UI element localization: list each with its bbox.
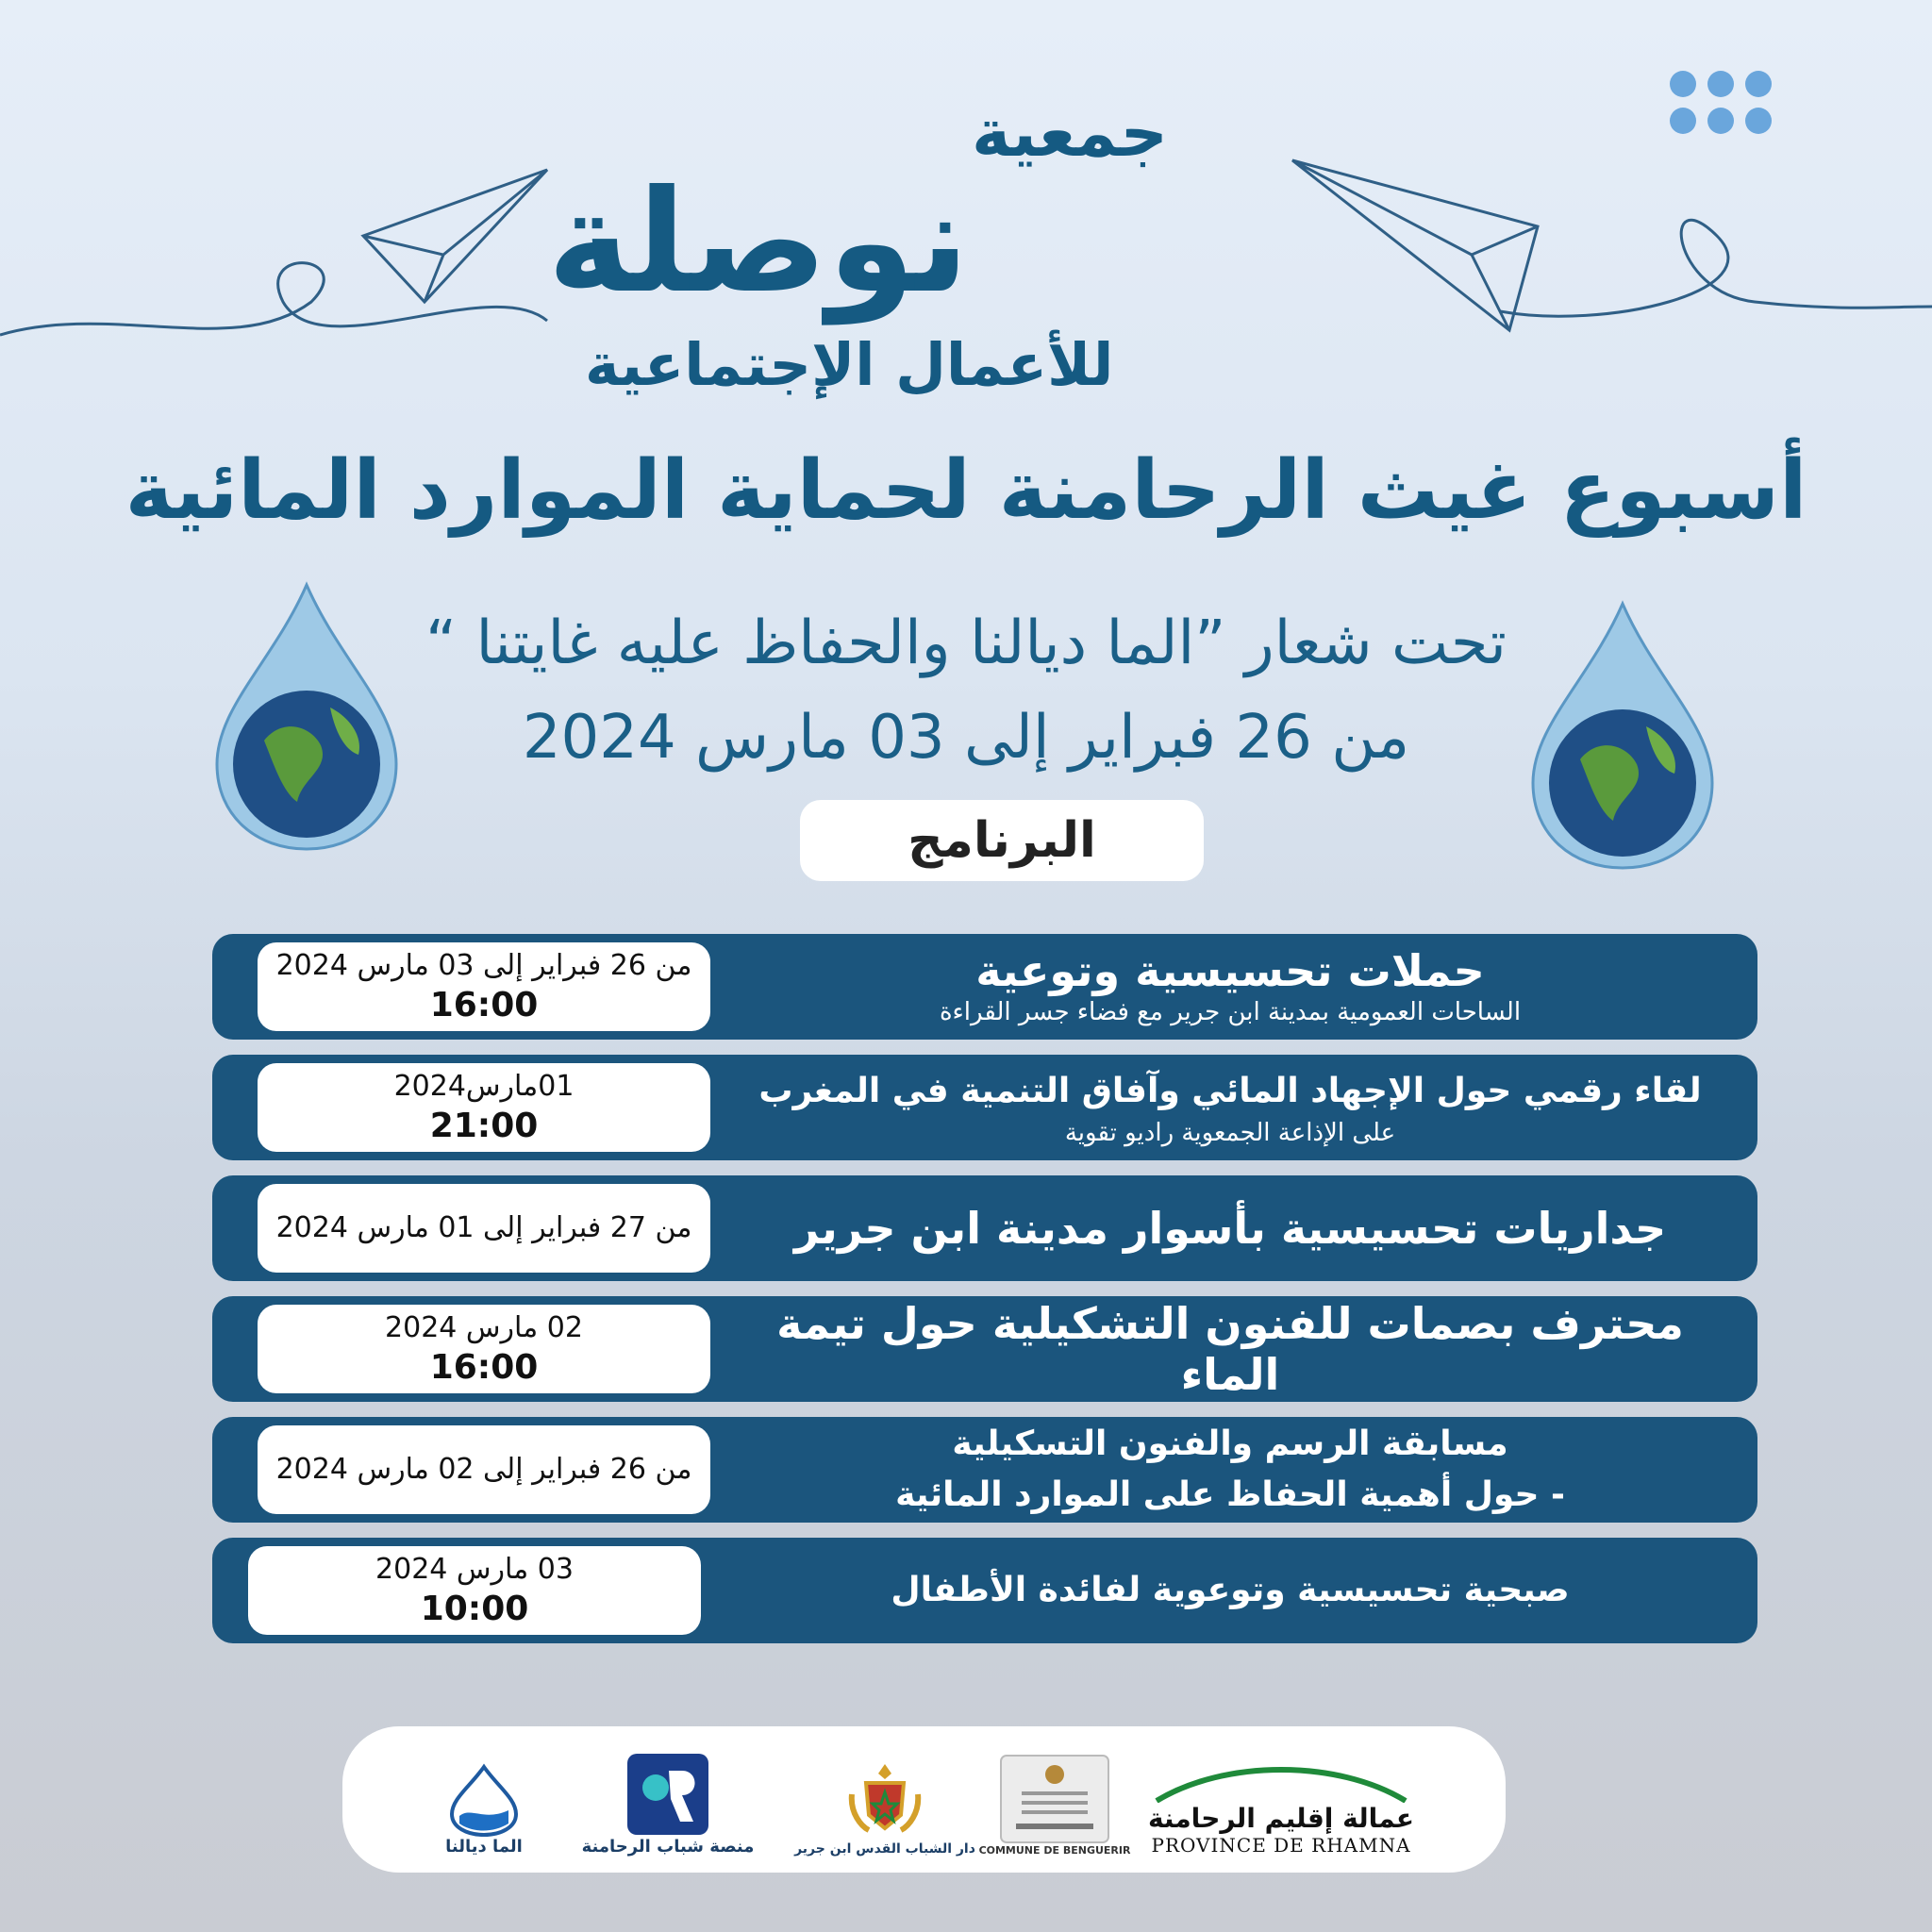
- program-date: 02 مارس 2024: [385, 1311, 583, 1344]
- program-date: من 26 فبراير إلى 03 مارس 2024: [275, 949, 692, 982]
- program-title: مسابقة الرسم والفنون التسكيلية: [952, 1424, 1508, 1463]
- program-subtitle: على الإذاعة الجمعوية راديو تقوية: [1064, 1119, 1396, 1147]
- program-item: [212, 1055, 1757, 1160]
- program-time: 16:00: [429, 986, 539, 1024]
- association-logo: [528, 94, 1245, 415]
- program-title: جداريات تحسيسية بأسوار مدينة ابن جرير: [793, 1203, 1667, 1254]
- program-title: حملات تحسيسية وتوعية: [975, 945, 1485, 996]
- logo-dar-chabab: [795, 1743, 974, 1857]
- program-title: صبحية تحسيسية وتوعوية لفائدة الأطفال: [891, 1571, 1570, 1609]
- logo-caption: COMMUNE DE BENGUERIR: [978, 1844, 1131, 1857]
- program-date-box: [258, 1184, 710, 1273]
- event-slogan: تحت شعار ”الما ديالنا والحفاظ عليه غايتنا “: [425, 608, 1507, 678]
- logo-rhamna-youth: [569, 1743, 767, 1857]
- program-item: [212, 1175, 1757, 1281]
- association-name-top: جمعية: [972, 94, 1168, 172]
- program-item: [212, 934, 1757, 1040]
- arc-logo-icon: [1149, 1765, 1413, 1803]
- province-name-fr: PROVINCE DE RHAMNA: [1151, 1834, 1411, 1857]
- program-title: لقاء رقمي حول الإجهاد المائي وآفاق التنمية في المغرب: [758, 1072, 1702, 1110]
- program-date: من 26 فبراير إلى 02 مارس 2024: [275, 1453, 692, 1486]
- partners-footer: [342, 1726, 1506, 1873]
- event-title: أسبوع غيث الرحامنة لحماية الموارد المائية: [125, 443, 1807, 538]
- commune-emblem-icon: [999, 1754, 1110, 1844]
- program-list: [212, 934, 1757, 1658]
- program-subtitle: - حول أهمية الحفاظ على الموارد المائية: [895, 1475, 1565, 1514]
- program-time: 16:00: [429, 1348, 539, 1387]
- logo-province-rhamna: [1144, 1743, 1418, 1857]
- program-item: [212, 1538, 1757, 1643]
- program-item: [212, 1417, 1757, 1523]
- program-item: [212, 1296, 1757, 1402]
- association-name: نوصلة: [547, 160, 970, 325]
- program-date-box: [248, 1546, 701, 1635]
- program-label: البرنامج: [800, 800, 1204, 881]
- association-subtitle: للأعمال الإجتماعية: [585, 330, 1114, 399]
- logo-alma-dialna: [418, 1743, 550, 1857]
- program-date: من 27 فبراير إلى 01 مارس 2024: [275, 1211, 692, 1244]
- program-time: 10:00: [420, 1590, 529, 1628]
- province-name-ar: عمالة إقليم الرحامنة: [1147, 1803, 1415, 1834]
- logo-commune-benguerir: [978, 1743, 1131, 1857]
- program-title: محترف بصمات للفنون التشكيلية حول تيمة الماء: [776, 1298, 1684, 1400]
- r-letter-icon: [625, 1752, 710, 1837]
- program-date-box: [258, 1305, 710, 1393]
- dots-decoration: [1670, 71, 1783, 137]
- logo-caption: منصة شباب الرحامنة: [581, 1837, 755, 1857]
- program-time: 21:00: [429, 1107, 539, 1145]
- program-date-box: [258, 1063, 710, 1152]
- water-drop-icon: [446, 1763, 522, 1837]
- logo-caption: دار الشباب القدس ابن جرير: [794, 1841, 975, 1857]
- moroccan-emblem-icon: [842, 1757, 927, 1841]
- program-date-box: [258, 942, 710, 1031]
- program-date-box: [258, 1425, 710, 1514]
- program-date: 01مارس2024: [393, 1070, 575, 1103]
- program-date: 03 مارس 2024: [375, 1553, 574, 1586]
- event-dates: من 26 فبراير إلى 03 مارس 2024: [522, 703, 1410, 773]
- program-subtitle: الساحات العمومية بمدينة ابن جرير مع فضاء جسر القراءة: [939, 998, 1522, 1026]
- logo-caption: الما ديالنا: [445, 1837, 523, 1857]
